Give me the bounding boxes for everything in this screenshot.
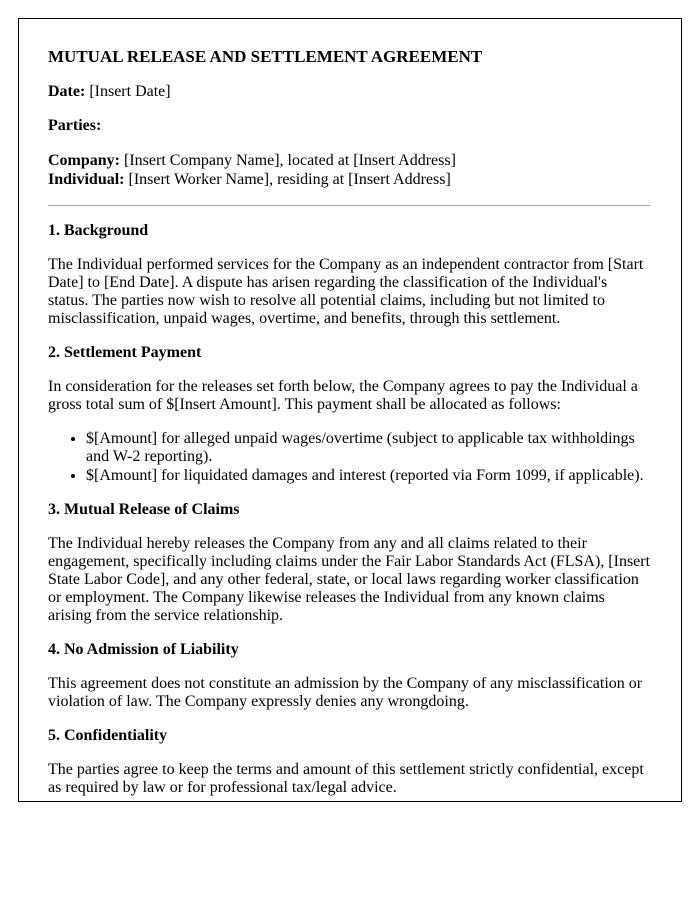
section-heading-1: 1. Background [48,222,149,239]
parties-label: Parties: [48,117,102,134]
date-label: Date: [48,83,86,100]
document-sections [48,222,651,797]
date-value: [Insert Date] [89,83,171,100]
section-paragraph: The parties agree to keep the terms and amount of this settlement strictly confidential, except as required by law or for professional tax/legal advice. [48,761,644,796]
company-line [48,151,651,170]
parties-heading [48,117,651,135]
section-heading-3: 3. Mutual Release of Claims [48,501,240,518]
bullet-item: • $[Amount] for liquidated damages and interest (reported via Form 1099, if applicable). [86,467,651,485]
individual-label: Individual: [48,171,125,188]
section-paragraph: The Individual hereby releases the Company from any and all claims related to their engagement, specifically including claims under the Fair Labor Standards Act (FLSA), [Insert State Labor Code], and any other federal, state, or local laws regarding worker classification or employment. The Company likewise releases the Individual from any known claims arising from the service relationship. [48,535,651,624]
document-title: MUTUAL RELEASE AND SETTLEMENT AGREEMENT [48,47,483,66]
individual-line [48,170,651,189]
company-label: Company: [48,152,121,169]
document-page [18,18,682,802]
parties-block [48,151,651,189]
company-value: [Insert Company Name], located at [Insert Address] [124,152,456,169]
section-paragraph: This agreement does not constitute an admission by the Company of any misclassification or violation of law. The Company expressly denies any wrongdoing. [48,675,643,710]
section-paragraph: In consideration for the releases set forth below, the Company agrees to pay the Individual a gross total sum of $[Insert Amount]. This payment shall be allocated as follows: [48,378,638,413]
section-heading-5: 5. Confidentiality [48,727,168,744]
individual-value: [Insert Worker Name], residing at [Insert Address] [128,171,451,188]
section-heading-4: 4. No Admission of Liability [48,641,239,658]
bullet-item: • $[Amount] for alleged unpaid wages/overtime (subject to applicable tax withholdings and W-2 reporting). [86,430,651,466]
section-divider [48,205,651,206]
section-paragraph: The Individual performed services for the Company as an independent contractor from [Start Date] to [End Date]. A dispute has arisen regarding the classification of the Individual's status. The parties now wish to resolve all potential claims, including but not limited to misclassification, unpaid wages, overtime, and benefits, through this settlement. [48,256,644,327]
section-heading-2: 2. Settlement Payment [48,344,202,361]
date-line [48,83,651,101]
section-bullet-list [48,430,651,485]
